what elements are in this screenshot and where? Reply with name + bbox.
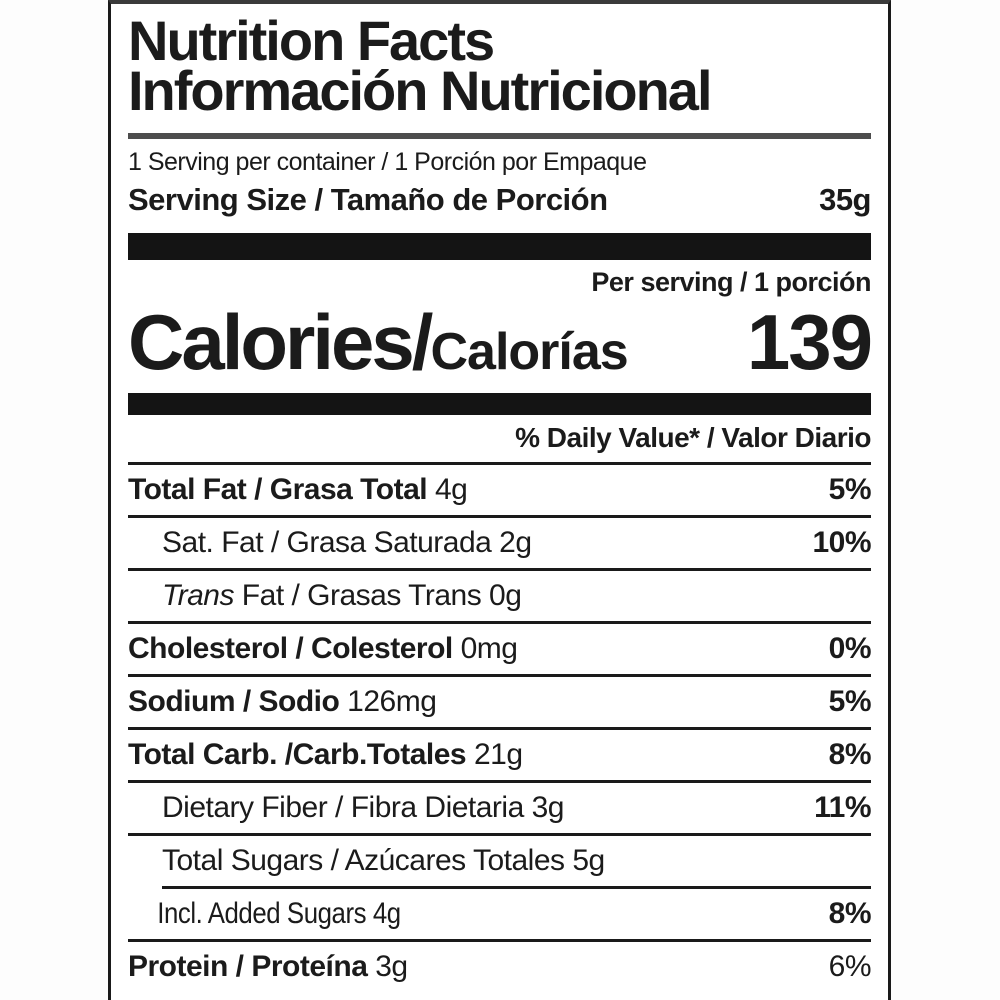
nutrient-amount: 21g: [466, 738, 523, 771]
nutrient-amount: 4g: [366, 897, 401, 930]
title-english: Nutrition Facts: [128, 9, 494, 72]
daily-value-percent: 5%: [828, 685, 871, 718]
nutrient-row: [128, 730, 871, 780]
daily-value-percent: 10%: [812, 526, 871, 559]
thick-bar-top: [128, 233, 871, 260]
header-divider: [128, 133, 871, 139]
nutrient-label: [128, 897, 401, 931]
serving-size-value: 35g: [819, 182, 871, 217]
nutrient-label: [128, 632, 517, 666]
nutrient-row: [128, 783, 871, 833]
nutrient-label-text: Total Sugars / Azúcares Totales: [162, 844, 565, 877]
nutrient-label-italic: Trans: [162, 579, 234, 612]
nutrient-label: [128, 844, 605, 878]
nutrient-row: [128, 889, 871, 939]
calories-label-spanish: Calorías: [430, 323, 628, 381]
nutrient-label: [128, 473, 467, 507]
nutrient-amount: 3g: [523, 791, 564, 824]
title-spanish: Información Nutricional: [128, 59, 711, 122]
daily-value-percent: 6%: [828, 950, 871, 983]
nutrient-amount: 126mg: [339, 685, 437, 718]
nutrient-row: [128, 677, 871, 727]
nutrient-label: [128, 685, 436, 719]
nutrient-row: [128, 465, 871, 515]
nutrient-amount: 0mg: [452, 632, 518, 665]
daily-value-percent: 8%: [828, 738, 871, 771]
calories-row: [128, 297, 871, 385]
nutrient-row: [128, 518, 871, 568]
nutrient-label-text: Dietary Fiber / Fibra Dietaria: [162, 791, 524, 824]
nutrient-amount: 2g: [491, 526, 532, 559]
servings-per-container: 1 Serving per container / 1 Porción por Empaque: [128, 148, 647, 176]
nutrient-label-text: Total Fat / Grasa Total: [128, 473, 428, 506]
nutrient-amount: 5g: [564, 844, 605, 877]
nutrient-rows: [128, 462, 871, 992]
nutrient-row: [128, 571, 871, 621]
daily-value-percent: 0%: [828, 632, 871, 665]
daily-value-percent: 11%: [814, 791, 871, 824]
nutrient-row: [128, 624, 871, 674]
nutrient-amount: 4g: [427, 473, 468, 506]
per-serving-note: Per serving / 1 porción: [591, 267, 871, 297]
thick-bar-middle: [128, 393, 871, 415]
nutrient-label: [128, 950, 408, 984]
nutrient-label-text: Fat / Grasas Trans: [233, 579, 482, 612]
serving-size-row: [128, 182, 871, 218]
nutrient-label-text: Sodium / Sodio: [128, 685, 340, 718]
serving-size-label: Serving Size / Tamaño de Porción: [128, 182, 608, 217]
nutrient-row: [128, 836, 871, 886]
nutrient-label-text: Protein / Proteína: [128, 950, 368, 983]
nutrient-amount: 0g: [481, 579, 522, 612]
nutrient-amount: 3g: [367, 950, 408, 983]
nutrient-label-text: Total Carb. /Carb.Totales: [128, 738, 467, 771]
nutrient-label-text: Incl. Added Sugars: [157, 897, 367, 930]
nutrient-label: [128, 526, 532, 560]
daily-value-header: % Daily Value* / Valor Diario: [515, 422, 871, 453]
calories-value: 139: [746, 298, 871, 386]
daily-value-percent: 5%: [828, 473, 871, 506]
nutrition-label: [108, 0, 891, 1000]
calories-label-english: Calories/: [128, 298, 431, 386]
nutrient-label-text: Sat. Fat / Grasa Saturada: [162, 526, 492, 559]
nutrient-label: [128, 579, 521, 613]
daily-value-percent: 8%: [828, 897, 871, 930]
nutrient-label: [128, 791, 564, 825]
nutrient-label-text: Cholesterol / Colesterol: [128, 632, 453, 665]
label-title: [128, 9, 871, 122]
nutrient-label: [128, 738, 523, 772]
nutrient-row: [128, 942, 871, 992]
